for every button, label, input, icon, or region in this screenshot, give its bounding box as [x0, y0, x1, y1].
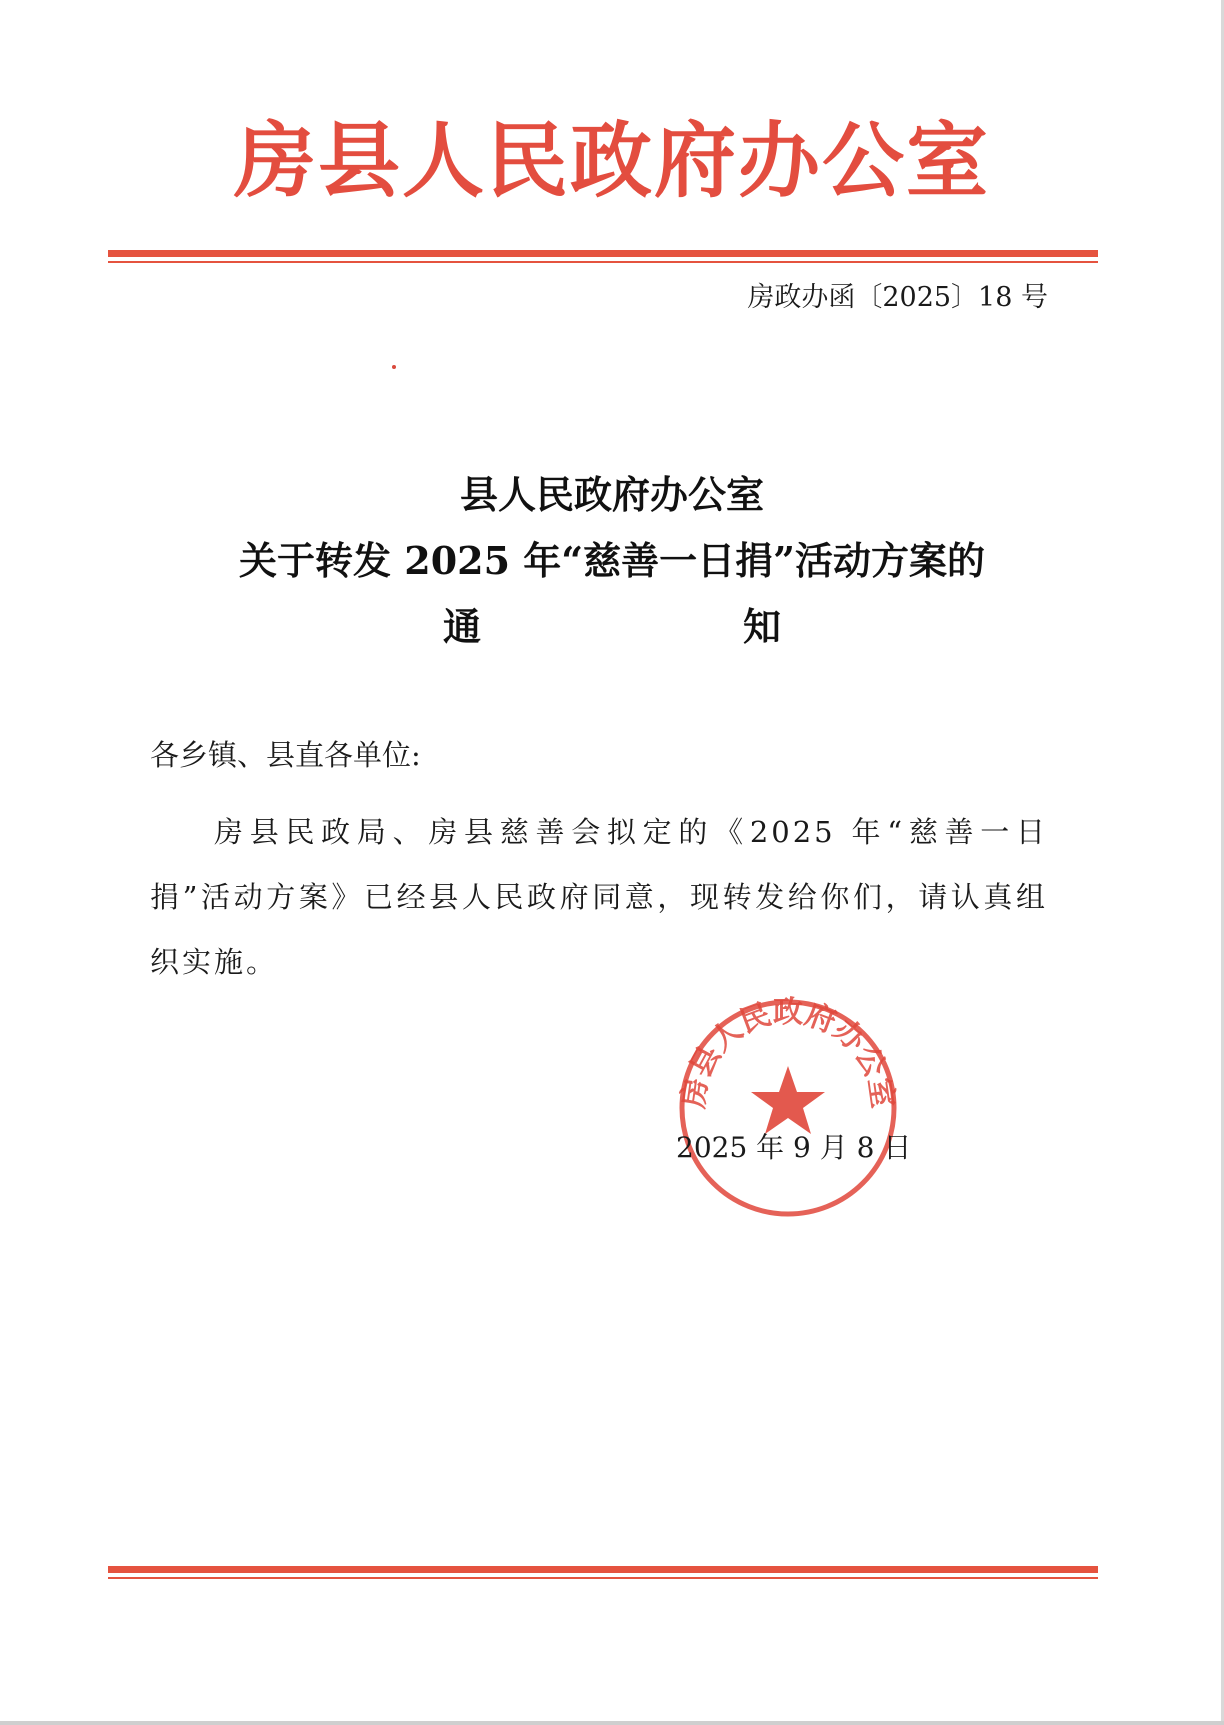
footer-rule-thick: [108, 1566, 1098, 1573]
salutation: 各乡镇、县直各单位:: [150, 738, 421, 772]
document-title: [140, 462, 1084, 660]
title-line-3: [140, 594, 1084, 660]
footer-rule-thin: [108, 1577, 1098, 1579]
official-seal: [672, 992, 904, 1224]
scan-speck: [392, 365, 396, 369]
seal-star-icon: [751, 1066, 825, 1134]
footer-red-rule: [108, 1566, 1098, 1579]
title-line-1: 县人民政府办公室: [459, 472, 764, 517]
title-char-tong: 通: [442, 604, 481, 649]
seal-arc-label: 房县人民政府办公室: [675, 995, 901, 1111]
header-rule-thick: [108, 250, 1098, 257]
body-paragraph: 房县民政局、房县慈善会拟定的《2025 年“慈善一日捐”活动方案》已经县人民政府同意，现转发给你们，请认真组织实施。: [150, 815, 1048, 979]
header-rule-thin: [108, 261, 1098, 263]
header-red-rule: [108, 250, 1098, 263]
title-line-2: 关于转发 2025 年“慈善一日捐”活动方案的: [239, 538, 985, 583]
issuing-office-header: 房县人民政府办公室: [233, 114, 990, 209]
document-number: 房政办函〔2025〕18 号: [747, 282, 1048, 313]
scan-edge-bottom: [0, 1721, 1224, 1725]
issue-date: 2025 年 9 月 8 日: [676, 1131, 912, 1164]
title-char-zhi: 知: [743, 604, 782, 649]
